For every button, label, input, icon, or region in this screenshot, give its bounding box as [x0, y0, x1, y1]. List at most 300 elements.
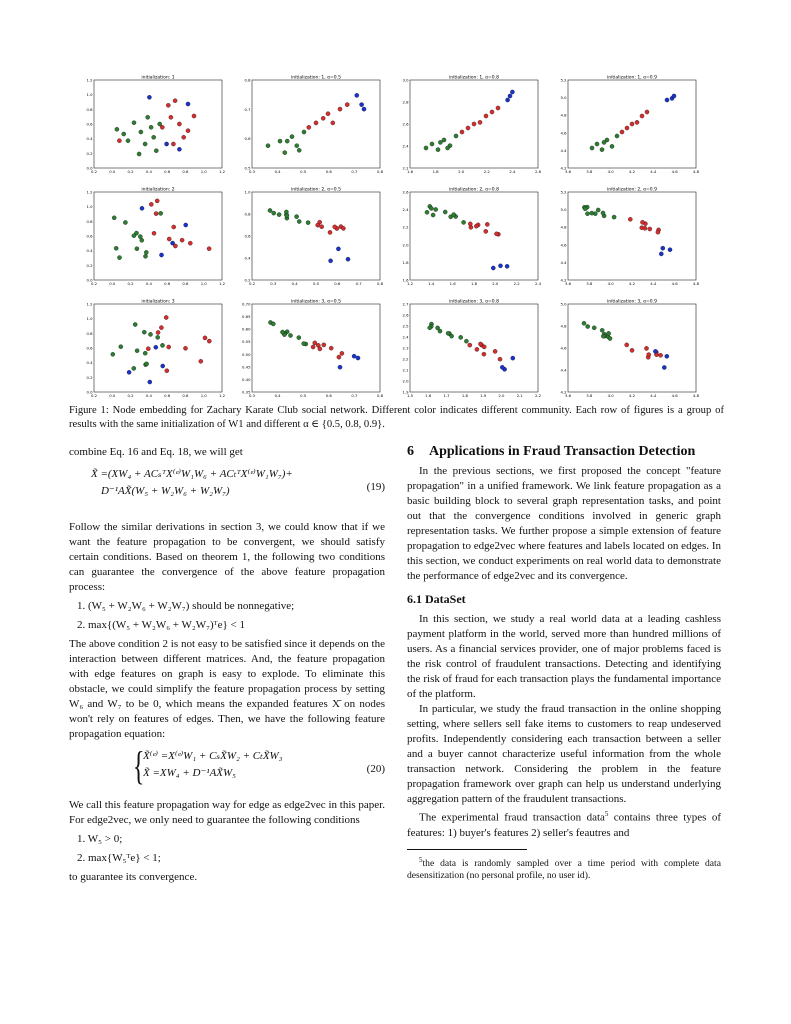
scatter-point-community-1	[295, 144, 299, 148]
scatter-point-community-1	[295, 215, 299, 219]
scatter-point-community-1	[424, 146, 428, 150]
scatter-point-community-2	[647, 353, 651, 357]
scatter-point-community-3	[147, 95, 151, 99]
scatter-point-community-2	[490, 110, 494, 114]
footnote-divider	[407, 849, 527, 850]
x-tick-label: 1.5	[406, 393, 414, 398]
plot-frame	[252, 192, 380, 280]
x-tick-label: 0.8	[376, 393, 384, 398]
y-tick-label: 0.50	[242, 351, 251, 357]
scatter-point-community-3	[184, 223, 188, 227]
scatter-point-community-1	[600, 148, 604, 152]
scatter-point-community-1	[135, 247, 139, 251]
x-tick-label: 4.6	[671, 281, 678, 286]
scatter-point-community-3	[362, 107, 366, 111]
scatter-point-community-2	[345, 103, 349, 107]
scatter-point-community-2	[625, 126, 629, 130]
scatter-point-community-1	[111, 352, 115, 356]
y-tick-label: 1.2	[86, 77, 93, 83]
scatter-panel	[238, 74, 384, 176]
scatter-point-community-2	[640, 114, 644, 118]
scatter-point-community-1	[436, 148, 440, 152]
eq19-number: (19)	[366, 481, 385, 493]
scatter-point-community-1	[610, 144, 614, 148]
scatter-point-community-1	[152, 135, 156, 139]
y-tick-label: 4.6	[560, 242, 567, 248]
x-tick-label: 0.8	[182, 169, 189, 174]
condition-2: 2. max{(W₅ + W₂W₆ + W₂W₇)ᵀe} < 1	[77, 619, 245, 631]
x-tick-label: 2.2	[513, 281, 520, 286]
paragraph-convergence: to guarantee its convergence.	[69, 871, 198, 883]
scatter-point-community-1	[612, 215, 616, 219]
x-tick-label: 0.5	[312, 281, 320, 286]
y-tick-label: 0.6	[86, 233, 93, 239]
scatter-point-community-1	[138, 235, 142, 239]
y-tick-label: 1.2	[86, 301, 93, 307]
paragraph-fraud: In particular, we study the fraud transaction in the online shopping setting, where sellers sell fake items to customers to reap undeserved profits. Independently considering each transaction between a seller and a buyer cannot characterize useful information from the whole transaction network. Considering the problem in the feature propagation framework over graph can help us understand underlying aggregation pattern of the fraudulent transactions.	[407, 703, 721, 805]
scatter-point-community-2	[478, 342, 482, 346]
paragraph-features	[407, 807, 721, 841]
scatter-point-community-2	[338, 107, 342, 111]
y-tick-label: 0.40	[242, 376, 251, 382]
equation-20	[69, 743, 385, 790]
scatter-point-community-2	[156, 330, 160, 334]
scatter-point-community-3	[140, 206, 144, 210]
paragraph-edge2vec: We call this feature propagation way for edge as edge2vec in this paper. For edge2vec, we only need to guarantee the following conditions	[69, 799, 385, 826]
scatter-point-community-2	[460, 130, 464, 134]
scatter-point-community-1	[615, 134, 619, 138]
scatter-point-community-2	[648, 227, 652, 231]
y-tick-label: 0.4	[86, 248, 93, 254]
scatter-point-community-1	[146, 115, 150, 119]
x-tick-label: 1.8	[470, 281, 478, 286]
scatter-point-community-2	[630, 348, 634, 352]
scatter-point-community-1	[143, 351, 147, 355]
x-tick-label: 0.2	[90, 393, 98, 398]
scatter-panel	[554, 186, 700, 288]
scatter-point-community-3	[346, 257, 350, 261]
section-number: 6	[407, 444, 414, 459]
scatter-point-community-1	[278, 139, 282, 143]
scatter-point-community-1	[306, 221, 310, 225]
scatter-panel	[238, 186, 384, 288]
y-tick-label: 5.2	[560, 77, 567, 83]
scatter-point-community-1	[430, 142, 434, 146]
scatter-point-community-3	[661, 246, 665, 250]
x-tick-label: 2.4	[509, 169, 516, 174]
scatter-point-community-1	[602, 140, 606, 144]
scatter-point-community-2	[165, 369, 169, 373]
panel-title: initialization: 2, α=0.8	[449, 187, 499, 193]
x-tick-label: 0.6	[164, 393, 171, 398]
scatter-point-community-1	[446, 331, 450, 335]
x-tick-label: 0.8	[182, 281, 189, 286]
scatter-point-community-1	[601, 211, 605, 215]
scatter-point-community-1	[592, 326, 596, 330]
paragraph-intro: In the previous sections, we first proposed the concept "feature propagation" in a unified framework. We link feature propagation as a basic building block to several graph representation tasks, and point out that the convergence conditions involved in generic graph representation tasks. We further propose a simple extension of feature propagation to edge2vec where features and labels located on edges. In this section, we conduct experiments on real world data to demonstrate the performance of edge2vec and its convergence.	[407, 465, 721, 582]
x-tick-label: 1.9	[480, 393, 487, 398]
x-tick-label: 4.0	[607, 169, 614, 174]
scatter-point-community-1	[123, 220, 127, 224]
y-tick-label: 0.70	[242, 301, 251, 307]
scatter-point-community-1	[464, 339, 468, 343]
scatter-point-community-2	[311, 345, 315, 349]
scatter-point-community-1	[302, 342, 306, 346]
scatter-point-community-1	[149, 125, 153, 129]
x-tick-label: 2.1	[516, 393, 523, 398]
y-tick-label: 2.8	[402, 99, 409, 105]
eq20-number: (20)	[366, 763, 385, 775]
scatter-plot	[80, 298, 226, 400]
scatter-point-community-2	[620, 130, 624, 134]
scatter-point-community-2	[314, 121, 318, 125]
eq19-line1: X͂ =(XW₄ + ACₛᵀX⁽ᵉ⁾W₁W₆ + ACₜᵀX⁽ᵉ⁾W₁W₇)+	[91, 468, 293, 480]
y-tick-label: 4.8	[560, 323, 567, 329]
scatter-point-community-2	[628, 217, 632, 221]
x-tick-label: 3.8	[586, 393, 593, 398]
x-tick-label: 1.2	[218, 393, 226, 398]
x-tick-label: 0.4	[145, 169, 152, 174]
x-tick-label: 0.0	[109, 393, 116, 398]
scatter-point-community-2	[318, 347, 322, 351]
scatter-point-community-3	[500, 365, 504, 369]
x-tick-label: 0.5	[300, 169, 307, 174]
scatter-point-community-1	[583, 207, 587, 211]
y-tick-label: 0.6	[244, 233, 251, 239]
scatter-point-community-2	[146, 347, 150, 351]
scatter-point-community-2	[326, 112, 330, 116]
scatter-panel	[80, 298, 226, 400]
scatter-point-community-2	[154, 212, 158, 216]
x-tick-label: 4.8	[692, 169, 700, 174]
eq20-line2: X͂ =XW₄ + D⁻¹AX͂W₅	[143, 767, 236, 779]
x-tick-label: 0.4	[274, 393, 281, 398]
scatter-point-community-2	[625, 343, 629, 347]
scatter-point-community-2	[152, 231, 156, 235]
scatter-point-community-1	[156, 335, 160, 339]
scatter-point-community-2	[468, 222, 472, 226]
scatter-point-community-2	[149, 202, 153, 206]
x-tick-label: 4.6	[671, 393, 678, 398]
scatter-panel	[396, 298, 542, 400]
scatter-point-community-2	[316, 223, 320, 227]
scatter-point-community-1	[137, 152, 141, 156]
scatter-point-community-3	[159, 253, 163, 257]
scatter-point-community-2	[496, 106, 500, 110]
scatter-point-community-1	[133, 322, 137, 326]
y-tick-label: 4.2	[560, 389, 567, 395]
panel-title: initialization: 2	[141, 187, 175, 193]
scatter-point-community-1	[297, 219, 301, 223]
x-tick-label: 2.0	[458, 169, 465, 174]
scatter-point-community-2	[321, 116, 325, 120]
scatter-point-community-2	[182, 135, 186, 139]
scatter-point-community-3	[360, 103, 364, 107]
scatter-panel	[80, 74, 226, 176]
x-tick-label: 0.2	[90, 169, 98, 174]
scatter-point-community-1	[452, 213, 456, 217]
panel-title: initialization: 3, α=0.8	[449, 299, 499, 305]
scatter-point-community-3	[672, 94, 676, 98]
panel-title: initialization: 3	[141, 299, 175, 305]
scatter-point-community-3	[161, 364, 165, 368]
scatter-point-community-1	[607, 331, 611, 335]
scatter-plot	[238, 186, 384, 288]
scatter-point-community-1	[446, 146, 450, 150]
scatter-point-community-2	[475, 347, 479, 351]
x-tick-label: 0.2	[127, 281, 134, 286]
scatter-plot	[238, 74, 384, 176]
x-tick-label: 2.0	[492, 281, 499, 286]
scatter-point-community-2	[331, 121, 335, 125]
y-tick-label: 1.8	[402, 259, 409, 265]
x-tick-label: 4.2	[628, 281, 636, 286]
scatter-point-community-1	[297, 148, 301, 152]
paragraph-simplify: The above condition 2 is not easy to be satisfied since it depends on the interaction between different matrices. And, the feature propagation with edge features on graph is easy to explode. To eliminate this obstacle, we could simplify the feature propagation process by setting W₆ and W₇ to be 0, which means the expanded features X͂ on nodes won't rely on features of edges. Then, we have the following feature propagation equation:	[69, 638, 385, 740]
scatter-point-community-1	[290, 135, 294, 139]
y-tick-label: 0.0	[86, 277, 93, 283]
scatter-point-community-1	[144, 250, 148, 254]
scatter-point-community-3	[498, 264, 502, 268]
scatter-point-community-1	[285, 139, 289, 143]
x-tick-label: 3.8	[586, 169, 593, 174]
y-tick-label: 0.8	[86, 106, 93, 112]
y-tick-label: 0.4	[244, 255, 251, 261]
y-tick-label: 0.2	[86, 374, 93, 380]
x-tick-label: 2.2	[483, 169, 490, 174]
x-tick-label: 4.2	[628, 393, 636, 398]
scatter-point-community-1	[268, 208, 272, 212]
scatter-point-community-3	[338, 365, 342, 369]
scatter-point-community-2	[160, 125, 164, 129]
y-tick-label: 2.7	[402, 301, 409, 307]
scatter-point-community-3	[165, 142, 169, 146]
eq19-intro: combine Eq. 16 and Eq. 18, we will get	[69, 446, 243, 458]
right-column	[407, 443, 721, 882]
y-tick-label: 0.7	[244, 106, 251, 112]
scatter-point-community-3	[511, 356, 515, 360]
x-tick-label: 1.0	[200, 281, 207, 286]
paragraph-dataset: In this section, we study a real world data at a leading cashless payment platform in the world, served more than hundred millions of users. As a financial services provider, one of major problems faced is the risk control of fraudulent transactions. Detecting and identifying the risk of fraud for each transaction plays the fundamental importance of the platform.	[407, 613, 721, 700]
scatter-point-community-1	[135, 349, 139, 353]
figure-caption: Figure 1: Node embedding for Zachary Karate Club social network. Different color indicates different community. Each row of figures is a group of results with the same initialization of W1 and different α ∈ {0.5, 0.8, 0.9}.	[69, 405, 724, 430]
section-title: Applications in Fraud Transaction Detection	[429, 444, 696, 459]
scatter-point-community-1	[145, 362, 149, 366]
x-tick-label: 0.4	[145, 281, 152, 286]
scatter-point-community-2	[482, 345, 486, 349]
x-tick-label: 1.6	[449, 281, 456, 286]
scatter-point-community-2	[485, 222, 489, 226]
x-tick-label: 1.8	[432, 169, 439, 174]
y-tick-label: 1.6	[402, 277, 409, 283]
scatter-point-community-2	[172, 225, 176, 229]
x-tick-label: 4.6	[671, 169, 678, 174]
y-tick-label: 0.0	[86, 165, 93, 171]
y-tick-label: 2.6	[402, 189, 409, 195]
x-tick-label: 1.0	[200, 169, 207, 174]
scatter-point-community-1	[143, 254, 147, 258]
y-tick-label: 1.2	[86, 189, 93, 195]
y-tick-label: 5.0	[560, 301, 567, 307]
subsection-title: 6.1 DataSet	[407, 592, 466, 606]
scatter-point-community-2	[484, 114, 488, 118]
scatter-point-community-2	[640, 220, 644, 224]
scatter-point-community-2	[329, 346, 333, 350]
x-tick-label: 4.2	[628, 169, 636, 174]
scatter-point-community-2	[313, 341, 317, 345]
condition-4: 2. max{W₅ᵀe} < 1;	[77, 852, 161, 864]
y-tick-label: 0.45	[242, 364, 251, 370]
plot-frame	[568, 304, 696, 392]
scatter-point-community-1	[438, 329, 442, 333]
scatter-point-community-2	[183, 346, 187, 350]
x-tick-label: 0.6	[164, 281, 171, 286]
x-tick-label: 4.8	[692, 281, 700, 286]
scatter-point-community-2	[474, 224, 478, 228]
y-tick-label: 0.35	[242, 389, 251, 395]
scatter-point-community-1	[112, 216, 116, 220]
scatter-point-community-3	[352, 354, 356, 358]
x-tick-label: 0.4	[145, 393, 152, 398]
x-tick-label: 0.2	[127, 169, 134, 174]
scatter-point-community-2	[117, 139, 121, 143]
scatter-point-community-3	[665, 354, 669, 358]
scatter-point-community-1	[431, 213, 435, 217]
scatter-point-community-1	[302, 130, 306, 134]
scatter-point-community-2	[468, 343, 472, 347]
y-tick-label: 4.4	[560, 259, 567, 265]
x-tick-label: 1.2	[218, 169, 226, 174]
y-tick-label: 4.2	[560, 165, 567, 171]
scatter-point-community-1	[443, 210, 447, 214]
y-tick-label: 3.0	[402, 77, 409, 83]
panel-title: initialization: 2, α=0.5	[291, 187, 341, 193]
scatter-point-community-2	[644, 346, 648, 350]
y-tick-label: 0.60	[242, 326, 251, 332]
x-tick-label: 0.3	[248, 169, 256, 174]
scatter-point-community-2	[167, 237, 171, 241]
scatter-point-community-2	[167, 345, 171, 349]
y-tick-label: 2.2	[402, 224, 409, 230]
x-tick-label: 0.8	[182, 393, 189, 398]
scatter-point-community-1	[454, 134, 458, 138]
scatter-point-community-3	[154, 345, 158, 349]
y-tick-label: 2.3	[402, 345, 409, 351]
scatter-point-community-2	[630, 122, 634, 126]
y-tick-label: 0.6	[86, 345, 93, 351]
scatter-point-community-3	[505, 264, 509, 268]
scatter-point-community-2	[188, 241, 192, 245]
scatter-point-community-1	[608, 336, 612, 340]
scatter-point-community-2	[166, 103, 170, 107]
scatter-point-community-2	[164, 315, 168, 319]
x-tick-label: 1.2	[218, 281, 226, 286]
scatter-point-community-2	[328, 230, 332, 234]
scatter-point-community-1	[122, 132, 126, 136]
x-tick-label: 2.6	[534, 169, 542, 174]
y-tick-label: 2.6	[402, 312, 409, 318]
scatter-point-community-1	[148, 332, 152, 336]
scatter-point-community-1	[590, 211, 594, 215]
scatter-plot	[554, 298, 700, 400]
scatter-point-community-1	[159, 211, 163, 215]
scatter-point-community-3	[355, 93, 359, 97]
scatter-point-community-1	[143, 142, 147, 146]
x-tick-label: 0.2	[248, 281, 256, 286]
scatter-point-community-1	[114, 246, 118, 250]
scatter-point-community-1	[585, 212, 589, 216]
y-tick-label: 0.8	[244, 77, 251, 83]
scatter-point-community-2	[307, 125, 311, 129]
scatter-point-community-1	[154, 149, 158, 153]
y-tick-label: 2.5	[402, 323, 409, 329]
scatter-point-community-1	[600, 328, 604, 332]
scatter-point-community-1	[277, 213, 281, 217]
x-tick-label: 0.7	[351, 393, 358, 398]
y-tick-label: 2.2	[402, 165, 409, 171]
scatter-point-community-2	[192, 114, 196, 118]
x-tick-label: 0.4	[291, 281, 298, 286]
scatter-point-community-2	[171, 142, 175, 146]
scatter-point-community-2	[635, 120, 639, 124]
plot-frame	[252, 304, 380, 392]
y-tick-label: 2.0	[402, 242, 409, 248]
scatter-point-community-1	[590, 146, 594, 150]
scatter-point-community-1	[428, 326, 432, 330]
scatter-point-community-2	[484, 229, 488, 233]
scatter-point-community-3	[653, 349, 657, 353]
scatter-point-community-1	[132, 234, 136, 238]
scatter-point-community-1	[434, 207, 438, 211]
scatter-point-community-2	[186, 129, 190, 133]
y-tick-label: 0.8	[86, 330, 93, 336]
y-tick-label: 0.8	[86, 218, 93, 224]
scatter-point-community-3	[506, 98, 510, 102]
scatter-point-community-3	[177, 147, 181, 151]
scatter-plot	[554, 74, 700, 176]
scatter-point-community-2	[159, 326, 163, 330]
x-tick-label: 4.4	[650, 393, 657, 398]
y-tick-label: 0.8	[244, 211, 251, 217]
x-tick-label: 4.0	[607, 281, 614, 286]
scatter-point-community-2	[180, 238, 184, 242]
scatter-point-community-1	[117, 256, 121, 260]
scatter-panel	[396, 186, 542, 288]
scatter-point-community-1	[115, 127, 119, 131]
y-tick-label: 1.9	[402, 389, 409, 395]
scatter-point-community-2	[322, 343, 326, 347]
scatter-point-community-1	[160, 343, 164, 347]
plot-frame	[94, 304, 222, 392]
y-tick-label: 2.4	[402, 143, 409, 149]
eq19-line2: D⁻¹AX͂(W₅ + W₂W₆ + W₂W₇)	[101, 485, 230, 497]
scatter-point-community-3	[659, 252, 663, 256]
x-tick-label: 3.8	[586, 281, 593, 286]
panel-title: initialization: 2, α=0.9	[607, 187, 657, 193]
scatter-point-community-1	[271, 322, 275, 326]
x-tick-label: 2.2	[534, 393, 542, 398]
equation-19	[69, 466, 385, 512]
y-tick-label: 0.4	[86, 136, 93, 142]
x-tick-label: 1.6	[425, 393, 432, 398]
scatter-point-community-1	[425, 210, 429, 214]
scatter-point-community-3	[510, 90, 514, 94]
scatter-point-community-2	[478, 120, 482, 124]
y-tick-label: 0.2	[86, 150, 93, 156]
x-tick-label: 1.2	[406, 281, 414, 286]
y-tick-label: 2.6	[402, 121, 409, 127]
x-tick-label: 4.4	[650, 169, 657, 174]
